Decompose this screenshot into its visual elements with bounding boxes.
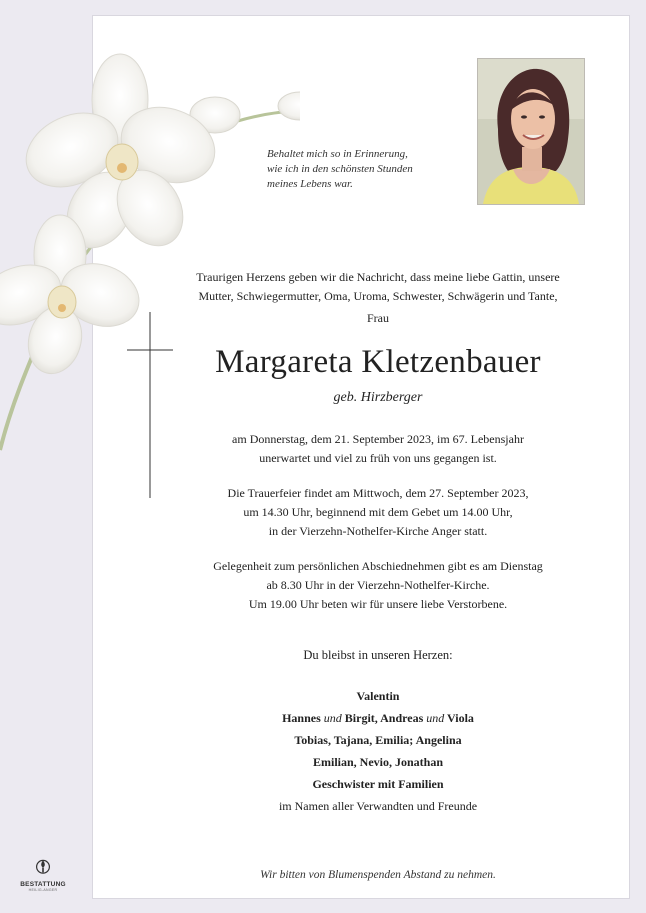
portrait-image — [478, 59, 584, 204]
memorial-quote — [267, 147, 477, 192]
quote-line: wie ich in den schönsten Stunden — [267, 163, 413, 175]
mourner-conjunction: und — [426, 711, 445, 725]
mourner-line — [150, 707, 606, 729]
mourner-text: Birgit, Andreas — [341, 711, 427, 725]
ceremony-line: in der Vierzehn-Nothelfer-Kirche Anger statt. — [268, 524, 488, 538]
mourner-line: Emilian, Nevio, Jonathan — [312, 755, 444, 769]
quote-line: meines Lebens war. — [267, 178, 353, 190]
birth-name: geb. Hirzberger — [333, 390, 423, 405]
death-line: unerwartet und viel zu früh von uns gegangen ist. — [259, 451, 497, 465]
farewell-line: Gelegenheit zum persönlichen Abschiednehmen gibt es am Dienstag — [213, 559, 543, 573]
quote-line: Behaltet mich so in Erinnerung, — [267, 148, 408, 160]
ceremony-line: um 14.30 Uhr, beginnend mit dem Gebet um 14.00 Uhr, — [243, 505, 513, 519]
mourner-conjunction: und — [323, 711, 342, 725]
announcement-text — [150, 268, 606, 306]
mourner-text: Viola — [444, 711, 474, 725]
funeral-home-logo — [16, 857, 70, 901]
mourner-line: Valentin — [356, 689, 400, 703]
death-line: am Donnerstag, dem 21. September 2023, im 67. Lebensjahr — [232, 432, 524, 446]
logo-title: BESTATTUNG — [20, 881, 66, 888]
mourner-line: im Namen aller Verwandten und Freunde — [278, 799, 478, 813]
mourner-line: Geschwister mit Familien — [312, 777, 444, 791]
farewell-line: ab 8.30 Uhr in der Vierzehn-Nothelfer-Kirche. — [266, 578, 490, 592]
mourners-list — [150, 685, 606, 817]
ceremony-line: Die Trauerfeier findet am Mittwoch, dem 27. September 2023, — [227, 486, 529, 500]
salutation: Frau — [367, 311, 389, 325]
candle-icon — [35, 857, 51, 875]
closing-note: Wir bitten von Blumenspenden Abstand zu nehmen. — [260, 869, 496, 881]
mourner-line: Tobias, Tajana, Emilia; Angelina — [294, 733, 462, 747]
announcement-line: Traurigen Herzens geben wir die Nachricht, dass meine liebe Gattin, unsere — [196, 270, 560, 284]
announcement-line: Mutter, Schwiegermutter, Oma, Uroma, Schwester, Schwägerin und Tante, — [198, 289, 558, 303]
logo-subtitle: HEILIG-ANGER — [28, 888, 58, 892]
farewell-line: Um 19.00 Uhr beten wir für unsere liebe Verstorbene. — [248, 597, 508, 611]
death-notice — [150, 430, 606, 468]
mourner-text: Hannes — [282, 711, 324, 725]
deceased-name: Margareta Kletzenbauer — [215, 344, 541, 380]
heart-line: Du bleibst in unseren Herzen: — [303, 648, 453, 662]
portrait-photo — [477, 58, 585, 205]
farewell-details — [150, 557, 606, 614]
ceremony-details — [150, 484, 606, 541]
